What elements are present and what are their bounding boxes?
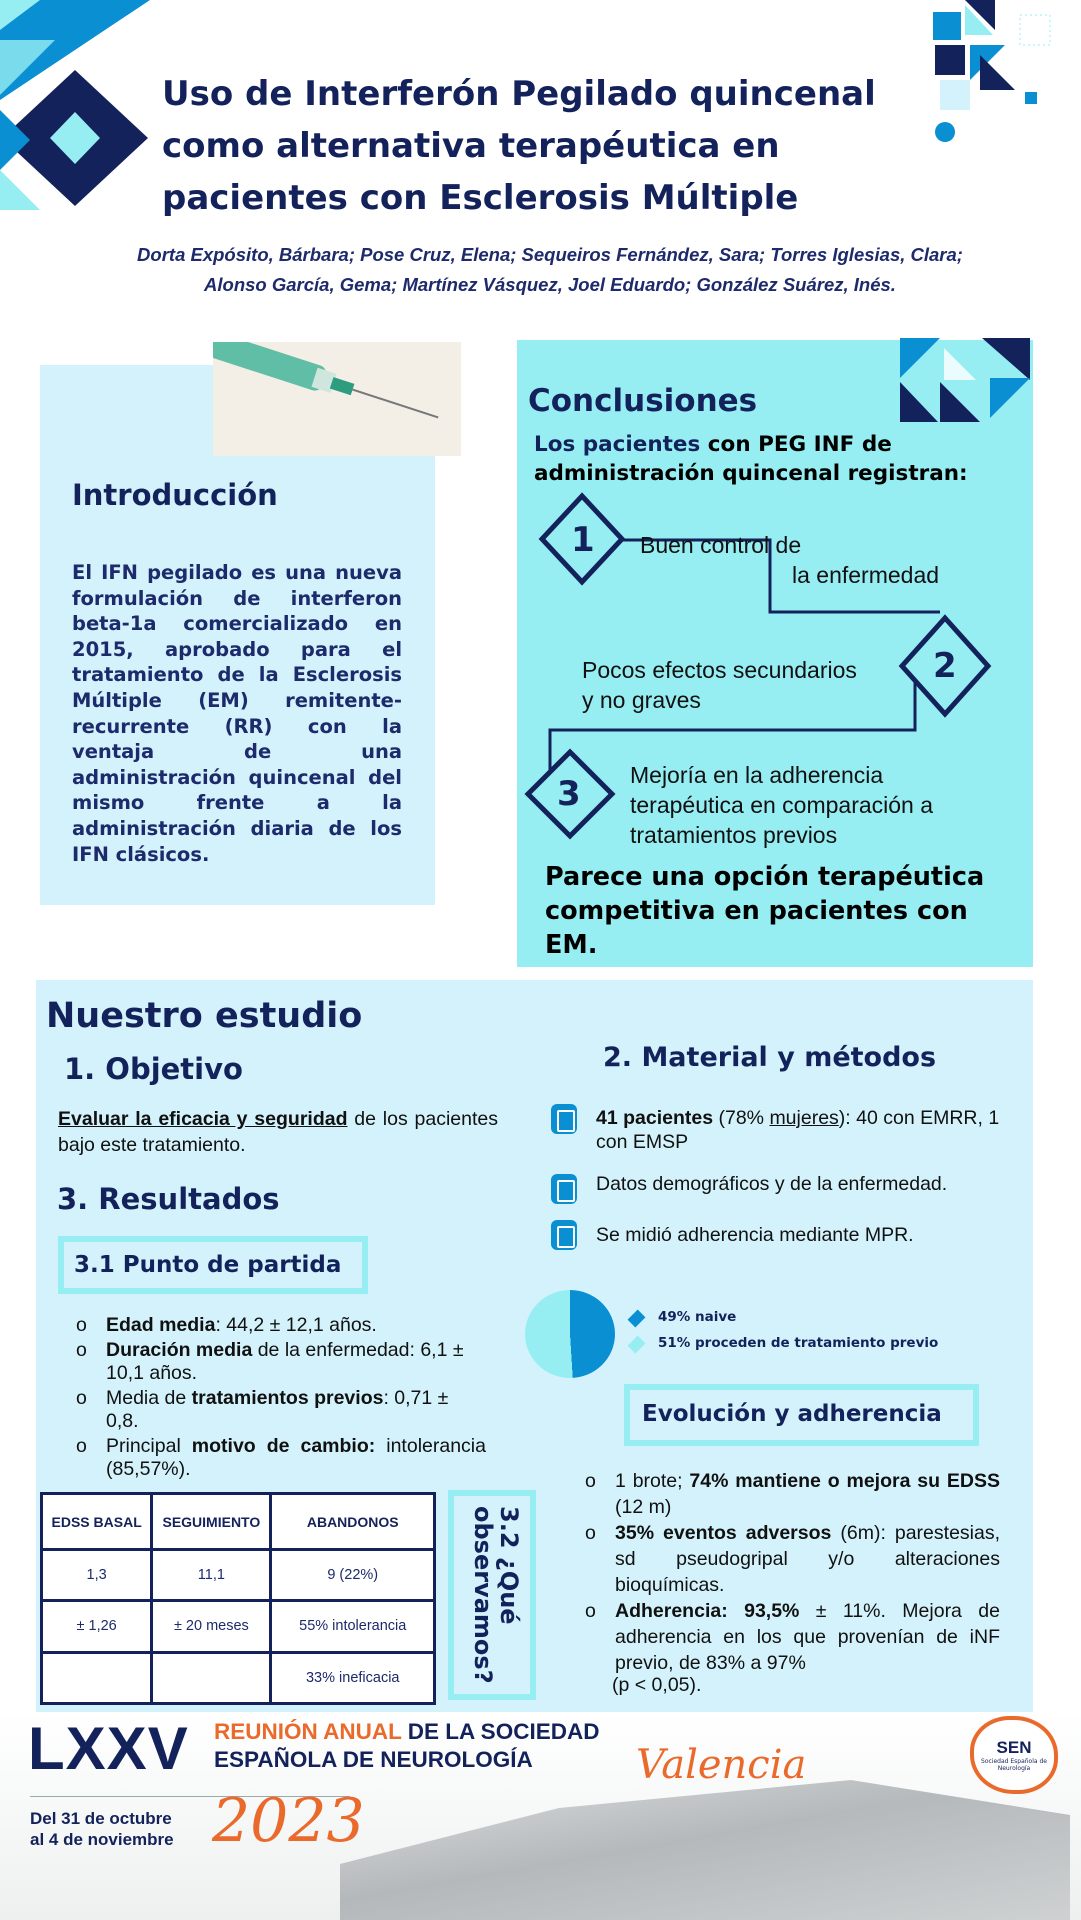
conclusions-heading: Conclusiones bbox=[528, 383, 758, 419]
list-item: o Media de tratamientos previos: 0,71 ± 0,8. bbox=[76, 1387, 486, 1434]
table-row bbox=[42, 1652, 435, 1703]
step-3-text: Mejoría en la adherencia terapéutica en comparación a tratamientos previos bbox=[630, 762, 934, 848]
table-cell: 9 (22%) bbox=[271, 1550, 435, 1601]
table-cell: 33% ineficacia bbox=[271, 1652, 435, 1703]
methods-item-2: Datos demográficos y de la enfermedad. bbox=[596, 1173, 948, 1195]
methods-item-3: Se midió adherencia mediante MPR. bbox=[596, 1224, 914, 1246]
table-row bbox=[42, 1601, 435, 1652]
title-line: pacientes con Esclerosis Múltiple bbox=[162, 178, 799, 218]
table-header: EDSS BASAL bbox=[42, 1494, 152, 1550]
objective-heading: 1. Objetivo bbox=[64, 1052, 243, 1086]
table-row bbox=[42, 1550, 435, 1601]
intro-paragraph: El IFN pegilado es una nueva formulación de interferon beta-1a comercializado en 2015, aprobado para el tratamiento de la Esclerosis Múltiple (EM) remitente-recurrente (RR) con la ventaja de una administración quincenal del mismo frente a la administración diaria de los IFN clásicos. bbox=[72, 561, 402, 866]
table-header: SEGUIMIENTO bbox=[152, 1494, 271, 1550]
authors-line: Alonso García, Gema; Martínez Vásquez, Joel Eduardo; González Suárez, Inés. bbox=[204, 274, 896, 295]
study-heading: Nuestro estudio bbox=[46, 996, 363, 1036]
poster-title bbox=[162, 68, 942, 224]
document-icon bbox=[551, 1220, 577, 1250]
meeting-year: 2023 bbox=[212, 1786, 365, 1856]
edss-table bbox=[40, 1492, 436, 1705]
table-cell bbox=[152, 1652, 271, 1703]
list-item: o 1 brote; 74% mantiene o mejora su EDSS (12 m) bbox=[585, 1468, 1000, 1520]
table-cell: 11,1 bbox=[152, 1550, 271, 1601]
list-item: o Edad media: 44,2 ± 12,1 años. bbox=[76, 1314, 486, 1338]
document-icon bbox=[551, 1104, 577, 1134]
title-line: Uso de Interferón Pegilado quincenal bbox=[162, 74, 876, 114]
evolution-pvalue: (p < 0,05). bbox=[612, 1674, 702, 1696]
evolution-list bbox=[585, 1468, 1000, 1676]
meeting-dates: Del 31 de octubre al 4 de noviembre bbox=[30, 1809, 174, 1849]
table-cell: ± 20 meses bbox=[152, 1601, 271, 1652]
step-2-number: 2 bbox=[933, 646, 957, 686]
conclusions-lead: Los pacientes con PEG INF de administración quincenal registran: bbox=[534, 432, 968, 486]
list-item: o Duración media de la enfermedad: 6,1 ± 10,1 años. bbox=[76, 1339, 486, 1386]
step-2-text: Pocos efectos secundarios y no graves bbox=[582, 657, 857, 713]
starting-point-box bbox=[58, 1236, 368, 1294]
authors-line: Dorta Expósito, Bárbara; Pose Cruz, Elena; Sequeiros Fernández, Sara; Torres Iglesias, Clara; bbox=[137, 244, 963, 265]
evolution-heading: Evolución y adherencia bbox=[642, 1401, 942, 1427]
conclusions-pattern bbox=[900, 338, 1032, 422]
conclusions-final: Parece una opción terapéutica competitiva en pacientes con EM. bbox=[545, 862, 985, 960]
list-item: o Adherencia: 93,5% ± 11%. Mejora de adherencia en los que provenían de iNF previo, de 83% a 97% bbox=[585, 1598, 1000, 1676]
evolution-box bbox=[624, 1384, 979, 1446]
document-icon bbox=[551, 1174, 577, 1204]
objective-text: Evaluar la eficacia y seguridad de los pacientes bajo este tratamiento. bbox=[58, 1108, 498, 1156]
observations-box bbox=[448, 1490, 536, 1700]
methods-heading: 2. Material y métodos bbox=[603, 1042, 937, 1073]
sen-logo: SEN Sociedad Española de Neurología bbox=[970, 1716, 1058, 1794]
pie-chart bbox=[525, 1290, 615, 1378]
pattern-decoration bbox=[925, 0, 1081, 150]
step-1-number: 1 bbox=[571, 520, 595, 560]
list-item: o Principal motivo de cambio: intolerancia (85,57%). bbox=[76, 1435, 486, 1482]
results-list bbox=[76, 1314, 486, 1483]
authors bbox=[100, 240, 1000, 300]
legend-previous: 51% proceden de tratamiento previo bbox=[658, 1335, 939, 1351]
intro-heading: Introducción bbox=[72, 478, 278, 512]
syringe-image bbox=[213, 342, 461, 456]
table-header: ABANDONOS bbox=[271, 1494, 435, 1550]
table-cell: 1,3 bbox=[42, 1550, 152, 1601]
title-line: como alternativa terapéutica en bbox=[162, 126, 780, 166]
step-3-number: 3 bbox=[557, 774, 581, 814]
list-item: o 35% eventos adversos (6m): parestesias, sd pseudogripal y/o alteraciones bioquímicas. bbox=[585, 1520, 1000, 1598]
observations-heading: 3.2 ¿Qué observamos? bbox=[469, 1506, 523, 1684]
table-cell bbox=[42, 1652, 152, 1703]
step-1-text: Buen control de la enfermedad bbox=[640, 532, 940, 588]
meeting-name: REUNIÓN ANUAL DE LA SOCIEDAD ESPAÑOLA DE NEUROLOGÍA bbox=[214, 1719, 600, 1772]
edition-number: LXXV bbox=[28, 1715, 189, 1782]
starting-point-heading: 3.1 Punto de partida bbox=[74, 1252, 342, 1278]
table-cell: ± 1,26 bbox=[42, 1601, 152, 1652]
city-name: Valencia bbox=[636, 1742, 807, 1788]
methods-item-1: 41 pacientes (78% mujeres): 40 con EMRR, 1 con EMSP bbox=[596, 1107, 1000, 1153]
results-heading: 3. Resultados bbox=[57, 1182, 280, 1216]
table-cell: 55% intolerancia bbox=[271, 1601, 435, 1652]
corner-decoration bbox=[0, 0, 150, 210]
legend-naive: 49% naive bbox=[658, 1309, 737, 1325]
